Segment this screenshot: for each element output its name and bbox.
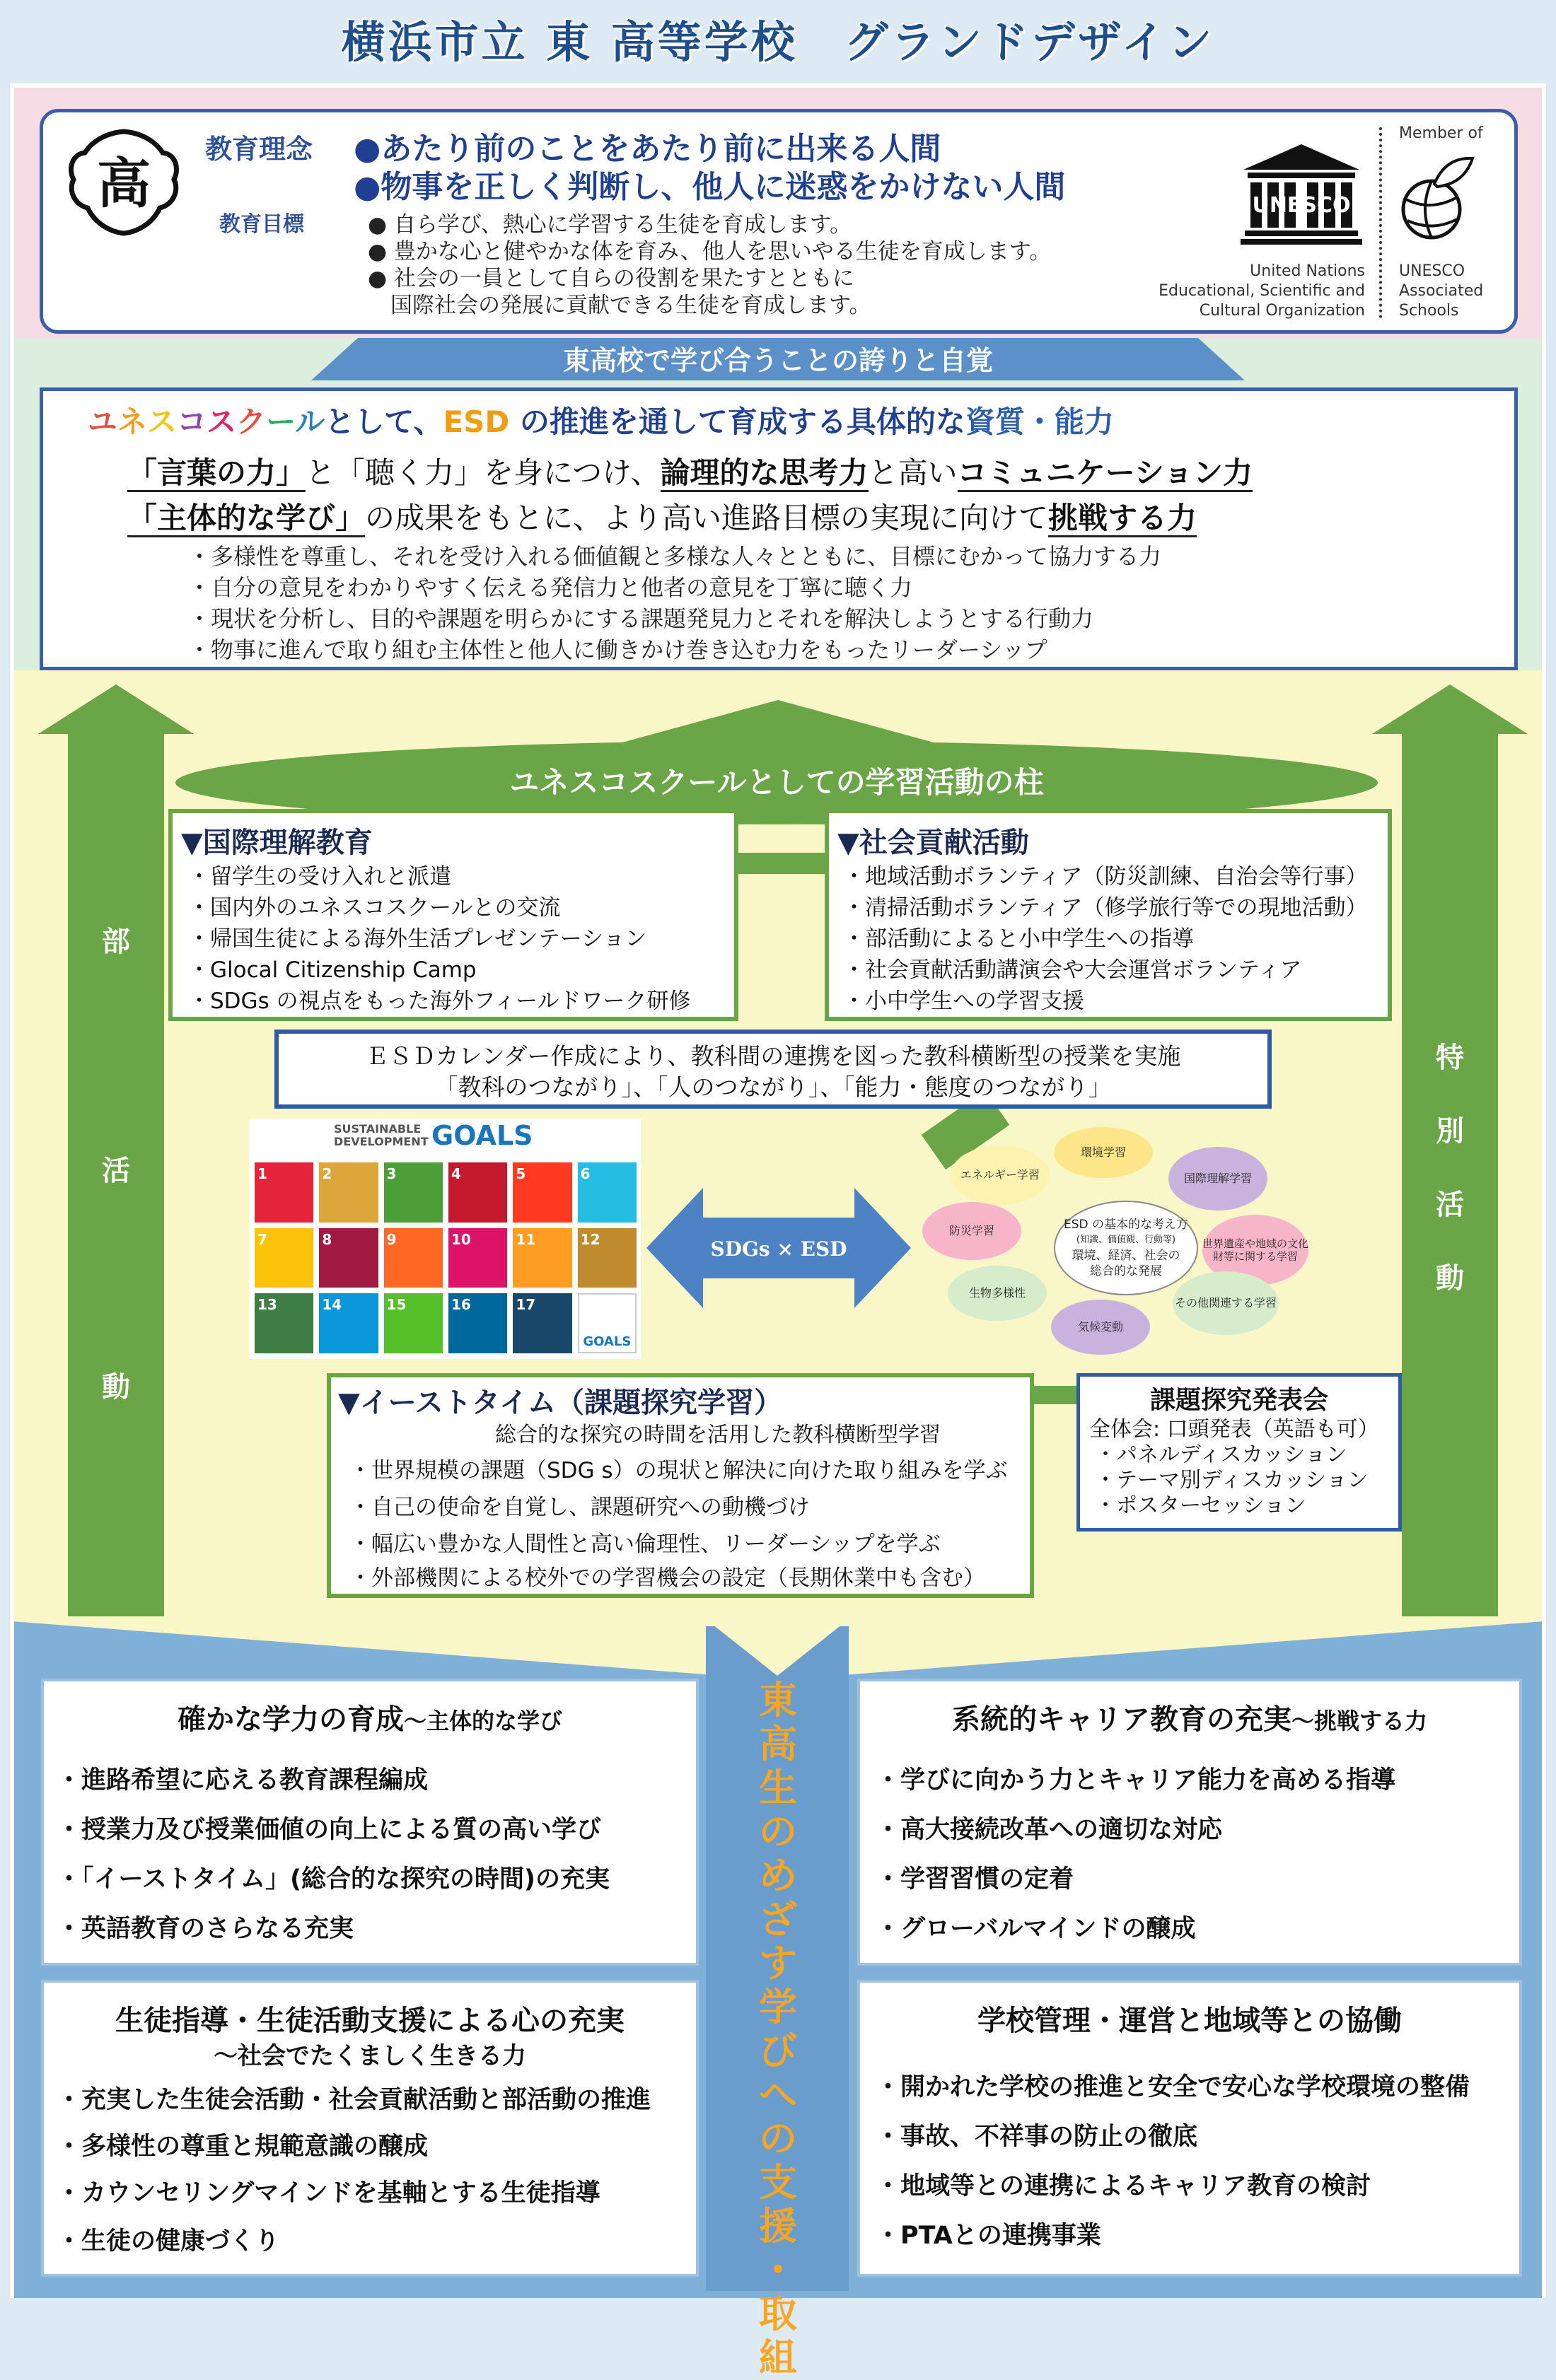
center-vertical-char: 生 xyxy=(759,1766,797,1810)
esd-calendar-line: ＥＳＤカレンダー作成により、教科間の連携を図った教科横断型の授業を実施 xyxy=(365,1042,1181,1070)
esd-diagram xyxy=(919,1124,1308,1358)
management-title: 学校管理・運営と地域等との協働 xyxy=(977,2005,1402,2037)
career-title: 系統的キャリア教育の充実〜挑戦する力 xyxy=(951,1703,1427,1736)
quality-item: ・物事に進んで取り組む主体性と他人に働きかけ巻き込む力をもったリーダーシップ xyxy=(188,636,1047,663)
center-vertical-char: の xyxy=(759,1809,797,1854)
sdg-tile: 17 xyxy=(513,1293,571,1353)
unesco-divider xyxy=(1379,127,1382,318)
center-vertical-char: の xyxy=(759,2116,797,2161)
center-vertical-char: 高 xyxy=(759,1722,797,1766)
center-vertical-char: 取 xyxy=(759,2292,797,2336)
esd-node-energy: エネルギー学習 xyxy=(951,1145,1050,1205)
east-item: ・自己の使命を自覚し、課題研究への動機づけ xyxy=(349,1495,810,1520)
member-of-label: Member of xyxy=(1399,124,1483,142)
goal-item: 国際社会の発展に貢献できる生徒を育成します。 xyxy=(390,293,871,318)
center-vertical-text xyxy=(736,1679,820,2380)
guidance-subtitle: 〜社会でたくましく生きる力 xyxy=(214,2042,526,2070)
social-item: ・部活動によると小中学生への指導 xyxy=(843,926,1194,952)
sdg-tile: 14 xyxy=(319,1293,378,1353)
quality-item: ・多様性を尊重し、それを受け入れる価値観と多様な人々とともに、目標にむかって協力する力 xyxy=(188,543,1162,570)
esd-node-biodiversity: 生物多様性 xyxy=(948,1266,1047,1321)
sdg-tile: 11 xyxy=(513,1228,571,1288)
goal-item: ● 豊かな心と健やかな体を育み、他人を思いやる生徒を育成します。 xyxy=(368,239,1052,264)
intl-item: ・帰国生徒による海外生活プレゼンテーション xyxy=(188,926,647,952)
east-subtitle: 総合的な探究の時間を活用した教科横断型学習 xyxy=(495,1423,941,1447)
social-item: ・地域活動ボランティア（防災訓練、自治会等行事） xyxy=(843,864,1368,889)
center-vertical-char: 学 xyxy=(759,1985,797,2029)
center-vertical-char: へ xyxy=(759,2072,797,2117)
career-item: ・学びに向かう力とキャリア能力を高める指導 xyxy=(876,1766,1396,1795)
guidance-title: 生徒指導・生徒活動支援による心の充実 xyxy=(115,2005,625,2037)
goal-label: 教育目標 xyxy=(219,212,304,237)
east-item: ・世界規模の課題（SDG s）の現状と解決に向けた取り組みを学ぶ xyxy=(349,1458,1008,1483)
sdg-tile: 2 xyxy=(319,1162,378,1223)
sdgs-panel xyxy=(249,1119,641,1359)
center-vertical-char: ざ xyxy=(759,1897,797,1942)
management-item: ・PTAとの連携事業 xyxy=(876,2222,1101,2250)
philosophy-line-1: ●あたり前のことをあたり前に出来る人間 xyxy=(354,131,941,167)
qualities-heading: ユネスコスクールとして、ESD の推進を通して育成する具体的な資質・能力 xyxy=(88,404,1114,439)
management-item: ・地域等との連携によるキャリア教育の検討 xyxy=(876,2172,1371,2200)
academic-title: 確かな学力の育成〜主体的な学び xyxy=(177,1703,562,1736)
aspnet-globe-icon xyxy=(1393,153,1478,245)
center-vertical-char: め xyxy=(759,1853,797,1898)
special-activities-arrow xyxy=(1402,733,1498,1618)
career-item: ・グローバルマインドの醸成 xyxy=(876,1915,1196,1943)
east-title: ▼イーストタイム（課題探究学習） xyxy=(338,1387,782,1419)
esd-node-environment: 環境学習 xyxy=(1054,1127,1153,1178)
sdg-tile: 13 xyxy=(255,1293,313,1353)
guidance-item: ・生徒の健康づくり xyxy=(57,2227,280,2256)
guidance-item: ・充実した生徒会活動・社会貢献活動と部活動の推進 xyxy=(57,2086,651,2114)
sdg-tile: 15 xyxy=(384,1293,443,1353)
esd-node-disaster: 防災学習 xyxy=(922,1202,1021,1260)
sdg-tile: 9 xyxy=(384,1228,443,1288)
management-item: ・事故、不祥事の防止の徹底 xyxy=(876,2123,1198,2151)
sdg-tile: 12 xyxy=(578,1228,637,1288)
side-left-char: 部 xyxy=(102,926,130,958)
quality-item: ・自分の意見をわかりやすく伝える発信力と他者の意見を丁寧に聴く力 xyxy=(188,574,913,601)
esd-node-heritage: 世界遺産や地域の文化財等に関する学習 xyxy=(1202,1215,1308,1285)
pride-banner-text: 東高校で学び合うことの誇りと自覚 xyxy=(562,345,993,376)
center-vertical-char: 支 xyxy=(759,2160,797,2205)
pillar-label: ユネスコスクールとしての学習活動の柱 xyxy=(509,765,1044,800)
esd-calendar-line: 「教科のつながり」、「人のつながり」、「能力・態度のつながり」 xyxy=(434,1073,1112,1101)
center-vertical-char: ・ xyxy=(759,2248,797,2292)
qualities-line-2: 「主体的な学び」の成果をもとに、より高い進路目標の実現に向けて挑戦する力 xyxy=(127,495,1197,537)
career-item: ・高大接続改革への適切な対応 xyxy=(876,1816,1223,1844)
esd-center: ESD の基本的な考え方 (知識、価値観、行動等) 環境、経済、社会の 総合的な発展 xyxy=(1054,1201,1198,1295)
center-vertical-char: 組 xyxy=(759,2335,797,2380)
intl-item: ・SDGs の視点をもった海外フィールドワーク研修 xyxy=(188,988,691,1014)
intl-item: ・Glocal Citizenship Camp xyxy=(188,957,477,983)
goal-item: ● 自ら学び、熱心に学習する生徒を育成します。 xyxy=(368,212,852,238)
east-item: ・外部機関による校外での学習機会の設定（長期休業中も含む） xyxy=(349,1565,985,1591)
sdg-tile: 8 xyxy=(319,1228,378,1288)
esd-node-intl: 国際理解学習 xyxy=(1168,1147,1267,1211)
east-item: ・幅広い豊かな人間性と高い倫理性、リーダーシップを学ぶ xyxy=(349,1532,941,1557)
presentation-title: 課題探究発表会 xyxy=(1149,1386,1328,1415)
academic-item: ・進路希望に応える教育課程編成 xyxy=(57,1766,429,1795)
academic-item: ・授業力及び授業価値の向上による質の高い学び xyxy=(57,1816,602,1844)
page-title: 横浜市立 東 高等学校 グランドデザイン xyxy=(341,16,1215,68)
center-vertical-char: す xyxy=(759,1941,797,1985)
side-right-char: 別 xyxy=(1436,1115,1464,1148)
sdg-tile: 3 xyxy=(384,1162,443,1223)
social-item: ・清掃活動ボランティア（修学旅行等での現地活動） xyxy=(843,895,1368,921)
philosophy-label: 教育理念 xyxy=(205,134,313,165)
sdg-tile: 7 xyxy=(255,1228,313,1288)
school-logo-text: 高 xyxy=(97,152,151,215)
intl-title: ▼国際理解教育 xyxy=(181,827,373,859)
side-right-char: 動 xyxy=(1436,1262,1464,1295)
social-item: ・小中学生への学習支援 xyxy=(843,988,1084,1014)
side-left-char: 動 xyxy=(102,1371,130,1404)
academic-item: ・「イーストタイム」(総合的な探究の時間)の充実 xyxy=(57,1865,610,1894)
guidance-item: ・多様性の尊重と規範意識の醸成 xyxy=(57,2133,429,2161)
center-vertical-char: び xyxy=(759,2029,797,2073)
sdg-tile: GOALS xyxy=(578,1293,637,1353)
sdgs-header-goals: GOALS xyxy=(431,1120,533,1151)
esd-node-other: その他関連する学習 xyxy=(1173,1271,1279,1335)
intl-item: ・国内外のユネスコスクールとの交流 xyxy=(188,895,561,921)
sdgs-header-top: SUSTAINABLE DEVELOPMENT xyxy=(334,1122,429,1148)
center-vertical-char: 東 xyxy=(759,1678,797,1722)
goal-item: ● 社会の一員として自らの役割を果たすとともに xyxy=(368,266,854,291)
sdg-tile: 5 xyxy=(513,1162,571,1223)
sdg-tile: 10 xyxy=(448,1228,507,1288)
social-item: ・社会貢献活動講演会や大会運営ボランティア xyxy=(843,957,1302,983)
sdg-tile: 6 xyxy=(578,1162,637,1223)
academic-item: ・英語教育のさらなる充実 xyxy=(57,1915,354,1943)
sdg-tile: 4 xyxy=(448,1162,507,1223)
unesco-org-name: United Nations Educational, Scientific and Cultural Organization xyxy=(1159,262,1365,320)
unesco-logo-text: UNESCO xyxy=(1252,193,1351,218)
sdgs-esd-double-arrow xyxy=(646,1188,911,1308)
center-vertical-char: 援 xyxy=(759,2204,797,2248)
management-item: ・開かれた学校の推進と安全で安心な学校環境の整備 xyxy=(876,2073,1470,2101)
unesco-temple-icon xyxy=(1238,141,1365,247)
sdg-tile: 1 xyxy=(255,1162,313,1223)
presentation-list: 全体会: 口頭発表（英語も可） ・パネルディスカッション ・テーマ別ディスカッション ・ポスターセッション xyxy=(1089,1417,1379,1518)
social-title: ▼社会貢献活動 xyxy=(837,827,1029,859)
aspnet-name: UNESCO Associated Schools xyxy=(1399,262,1484,320)
side-right-char: 特 xyxy=(1436,1042,1464,1074)
guidance-item: ・カウンセリングマインドを基軸とする生徒指導 xyxy=(57,2179,600,2207)
side-left-char: 活 xyxy=(102,1155,130,1187)
school-logo-icon xyxy=(64,126,184,239)
sdgs-esd-label: SDGs × ESD xyxy=(710,1237,847,1261)
connector xyxy=(736,853,828,874)
sdg-tile-grid xyxy=(255,1162,637,1353)
philosophy-line-2: ●物事を正しく判断し、他人に迷惑をかけない人間 xyxy=(354,169,1066,205)
intl-item: ・留学生の受け入れと派遣 xyxy=(188,864,451,889)
esd-node-climate: 気候変動 xyxy=(1051,1300,1150,1355)
side-right-char: 活 xyxy=(1436,1189,1464,1221)
esd-calendar-box xyxy=(274,1029,1272,1109)
qualities-line-1: 「言葉の力」と「聴く力」を身につけ、論理的な思考力と高いコミュニケーション力 xyxy=(127,450,1253,492)
career-item: ・学習習慣の定着 xyxy=(876,1865,1074,1894)
quality-item: ・現状を分析し、目的や課題を明らかにする課題発見力とそれを解決しようとする行動力 xyxy=(188,605,1094,632)
sdg-tile: 16 xyxy=(448,1293,507,1353)
